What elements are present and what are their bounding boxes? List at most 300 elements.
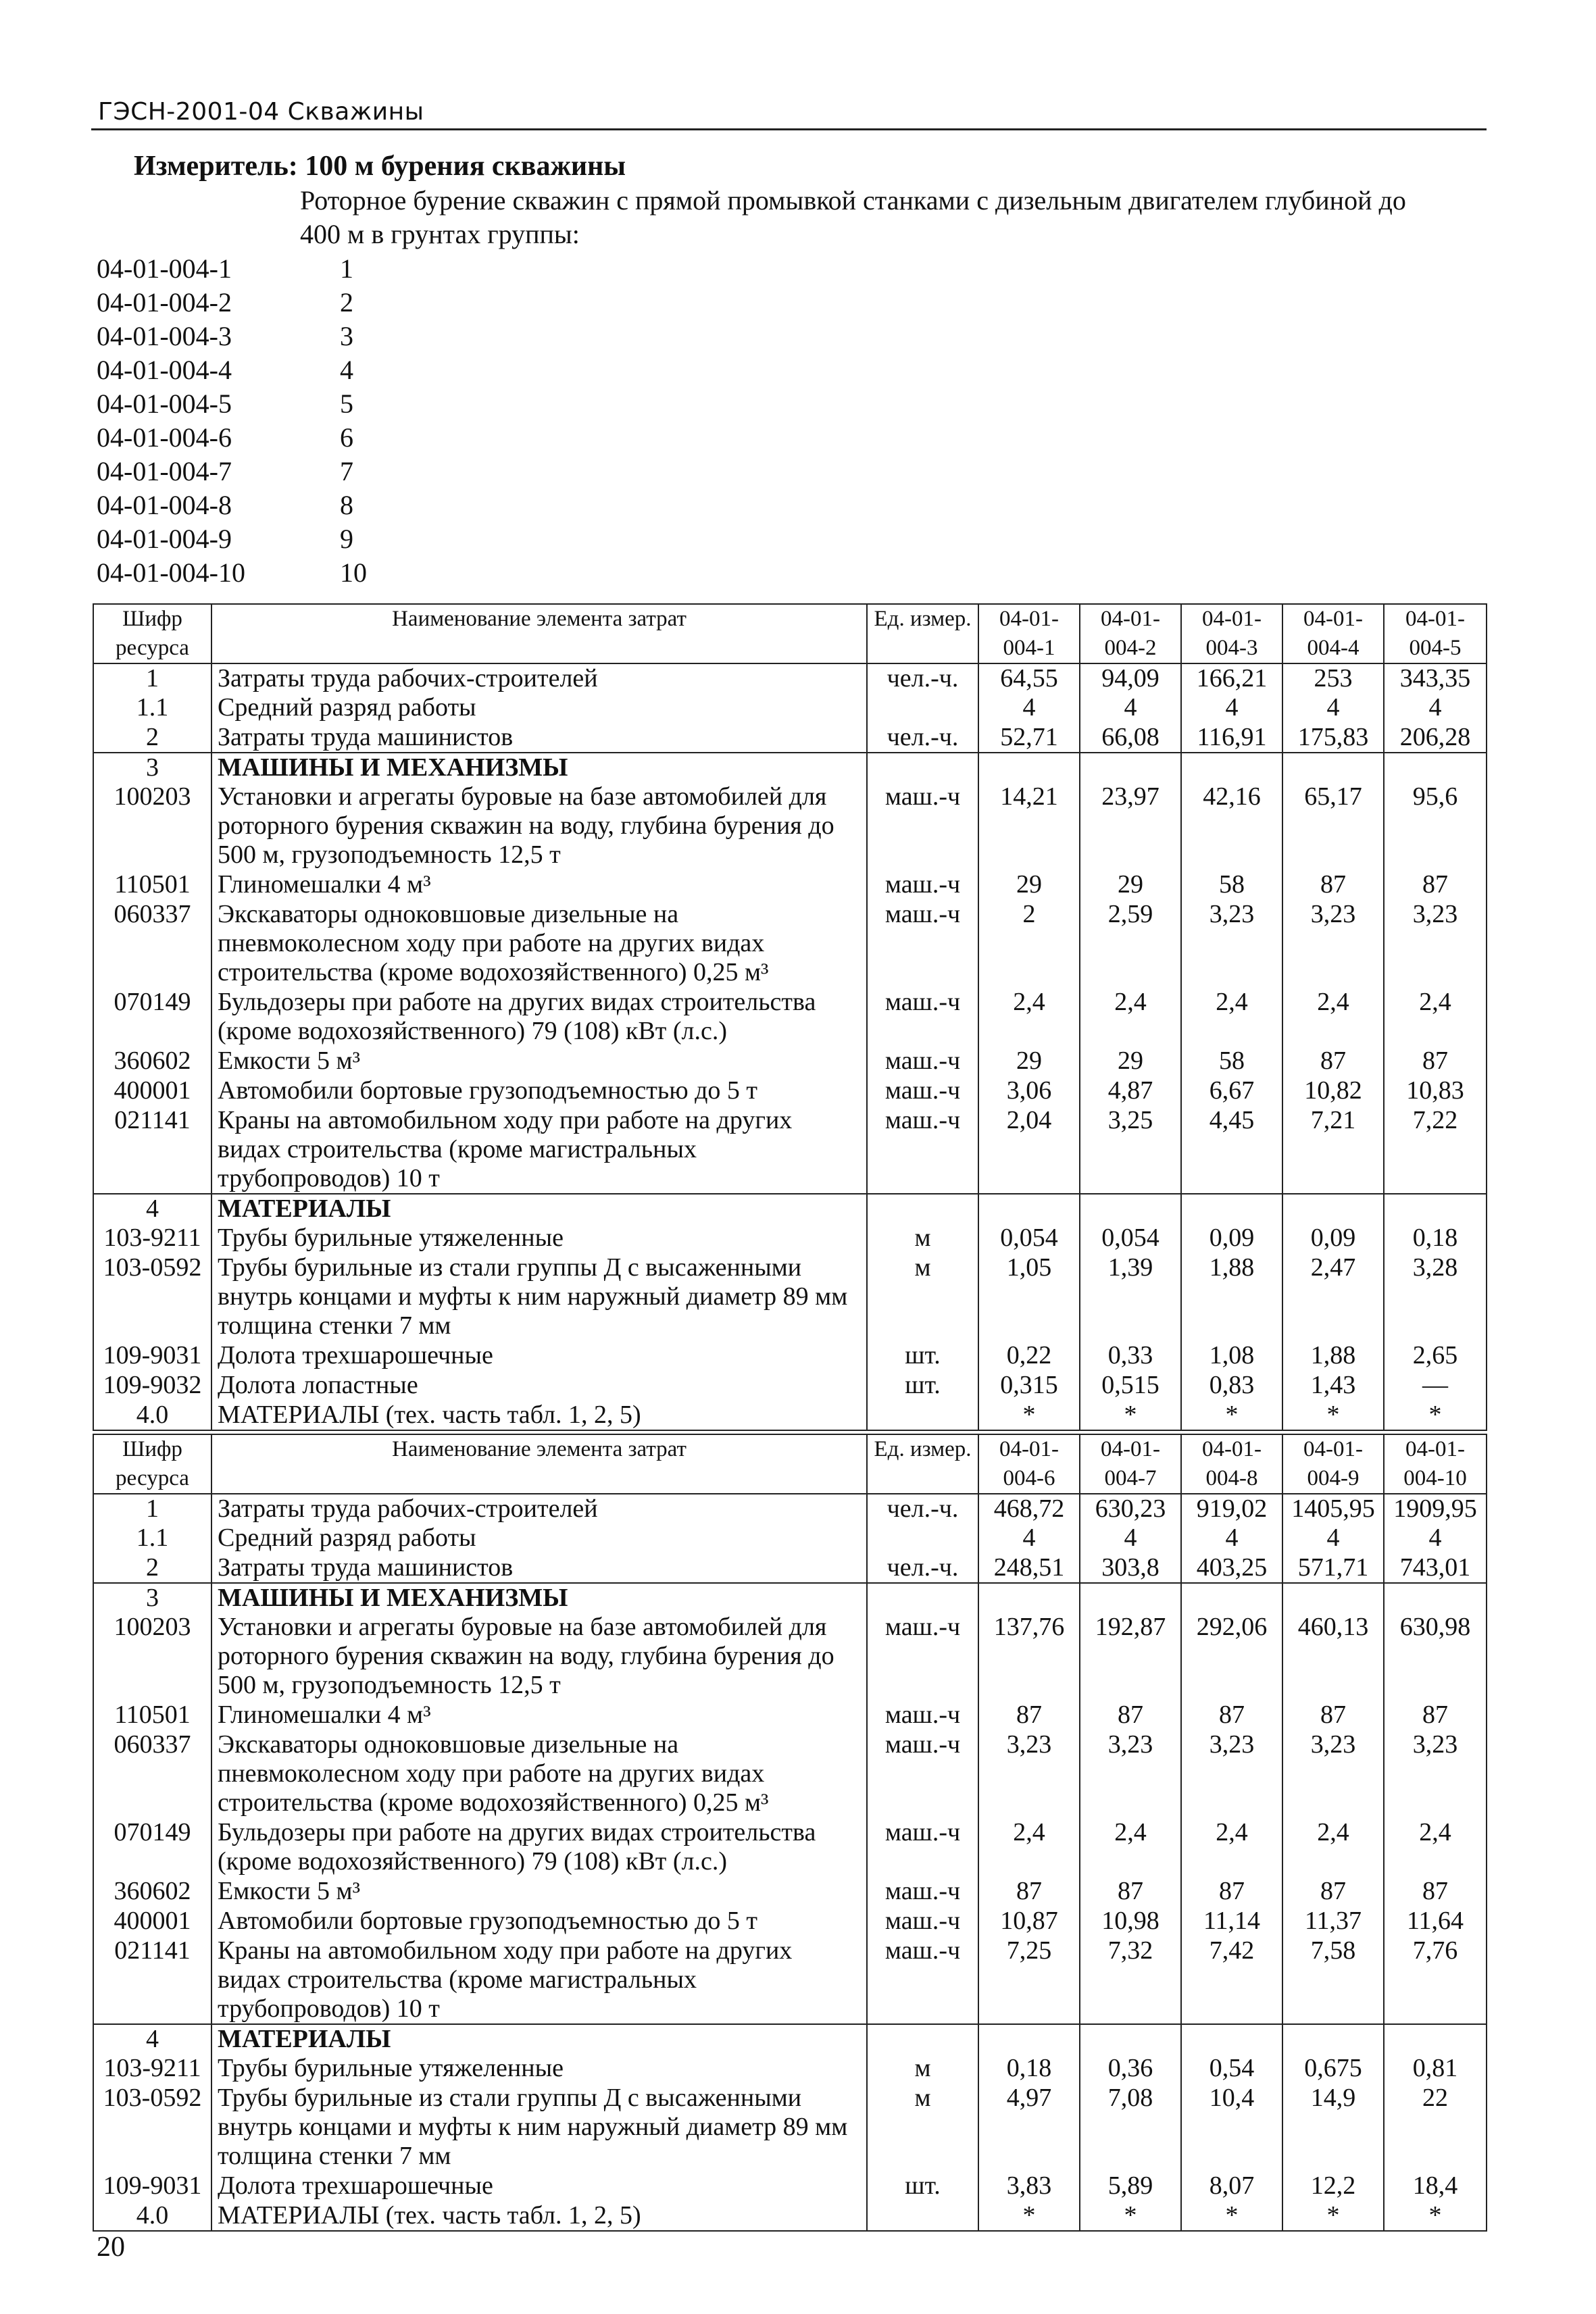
norm-value: 10,82 [1282, 1076, 1384, 1106]
code-list-item [97, 353, 367, 387]
table-header-row [93, 604, 1487, 663]
code-list-item [97, 387, 367, 421]
resource-code: 1 [93, 1494, 211, 1524]
norm-value: * [1384, 1401, 1487, 1430]
unit-of-measure: маш.-ч [867, 1730, 978, 1818]
cost-element-name: МАТЕРИАЛЫ (тех. часть табл. 1, 2, 5) [211, 2201, 867, 2231]
norm-value: 7,32 [1080, 1936, 1181, 2024]
code-list-item [97, 556, 367, 590]
resource-code: 070149 [93, 988, 211, 1047]
unit-of-measure: м [867, 2084, 978, 2171]
norms-table-2 [93, 1434, 1487, 2232]
table-row [93, 1224, 1487, 1253]
norm-value: 7,21 [1282, 1106, 1384, 1194]
norm-value: 2,4 [978, 988, 1080, 1047]
norm-value: 87 [1181, 1877, 1282, 1907]
norm-value: 22 [1384, 2084, 1487, 2171]
resource-code: 2 [93, 723, 211, 753]
norm-value: 1,88 [1181, 1253, 1282, 1341]
page-number: 20 [97, 2232, 125, 2263]
unit-of-measure [867, 1401, 978, 1430]
table-row [93, 900, 1487, 988]
norm-value: 0,675 [1282, 2054, 1384, 2084]
table-row [93, 2084, 1487, 2171]
norm-code: 04-01-004-8 [97, 490, 232, 520]
header-norm-code: 04-01- 004-9 [1282, 1434, 1384, 1494]
norm-value: 4,45 [1181, 1106, 1282, 1194]
norm-value: 2,4 [1181, 988, 1282, 1047]
meter-title: Измеритель: 100 м бурения скважины [134, 151, 626, 182]
norm-value: 2,47 [1282, 1253, 1384, 1341]
resource-code: 400001 [93, 1907, 211, 1936]
resource-code: 070149 [93, 1818, 211, 1877]
unit-of-measure: маш.-ч [867, 870, 978, 900]
cost-element-name: МАШИНЫ И МЕХАНИЗМЫ [211, 1583, 867, 1613]
cost-element-name: Трубы бурильные утяжеленные [211, 2054, 867, 2084]
cost-element-name: Долота трехшарошечные [211, 2171, 867, 2201]
cost-element-name: Глиномешалки 4 м³ [211, 870, 867, 900]
header-norm-code: 04-01- 004-8 [1181, 1434, 1282, 1494]
norm-value: * [1282, 1401, 1384, 1430]
norm-value: 7,58 [1282, 1936, 1384, 2024]
table-row [93, 753, 1487, 782]
cost-element-name: Средний разряд работы [211, 1524, 867, 1553]
cost-element-name: Установки и агрегаты буровые на базе автомобилей для роторного бурения скважин на воду, глубина бурения до 500 м, грузоподъемность 12,5 т [211, 782, 867, 870]
unit-of-measure: чел.-ч. [867, 723, 978, 753]
cost-element-name: Средний разряд работы [211, 693, 867, 723]
norm-value [1384, 753, 1487, 782]
soil-group: 2 [340, 287, 353, 318]
norm-code: 04-01-004-3 [97, 321, 232, 351]
resource-code: 360602 [93, 1047, 211, 1076]
norm-value [1181, 1194, 1282, 1224]
cost-element-name: Долота лопастные [211, 1371, 867, 1401]
norm-value: 0,54 [1181, 2054, 1282, 2084]
norm-value: 206,28 [1384, 723, 1487, 753]
unit-of-measure [867, 693, 978, 723]
cost-element-name: Краны на автомобильном ходу при работе на других видах строительства (кроме магистральных трубопроводов) 10 т [211, 1936, 867, 2024]
table-row [93, 1701, 1487, 1730]
norm-value: 87 [1181, 1701, 1282, 1730]
resource-code: 360602 [93, 1877, 211, 1907]
norm-value [1384, 1194, 1487, 1224]
norm-code: 04-01-004-6 [97, 422, 232, 453]
norm-value: 7,76 [1384, 1936, 1487, 2024]
norm-value: 1,43 [1282, 1371, 1384, 1401]
norm-value: 14,9 [1282, 2084, 1384, 2171]
code-list-item [97, 455, 367, 488]
soil-group: 5 [340, 388, 353, 419]
unit-of-measure: шт. [867, 1341, 978, 1371]
norm-value [1282, 1583, 1384, 1613]
unit-of-measure: маш.-ч [867, 1818, 978, 1877]
table-row [93, 2201, 1487, 2231]
norm-value: 87 [1282, 1701, 1384, 1730]
norm-value: * [978, 1401, 1080, 1430]
norm-code: 04-01-004-10 [97, 557, 245, 588]
norm-value [978, 2024, 1080, 2054]
norm-value: 4 [1282, 1524, 1384, 1553]
code-list-item [97, 522, 367, 556]
norm-value [1080, 1194, 1181, 1224]
norm-value: 7,42 [1181, 1936, 1282, 2024]
norm-value: 4,87 [1080, 1076, 1181, 1106]
norms-table-1 [93, 603, 1487, 1431]
cost-element-name: Экскаваторы одноковшовые дизельные на пневмоколесном ходу при работе на других видах строительства (кроме водохозяйственного) 0,25 м³ [211, 1730, 867, 1818]
resource-code: 4 [93, 2024, 211, 2054]
header-name: Наименование элемента затрат [211, 604, 867, 663]
norm-value: 571,71 [1282, 1553, 1384, 1583]
header-name: Наименование элемента затрат [211, 1434, 867, 1494]
norm-value [1080, 753, 1181, 782]
unit-of-measure [867, 1524, 978, 1553]
header-norm-code: 04-01- 004-7 [1080, 1434, 1181, 1494]
norm-value: 4 [1181, 1524, 1282, 1553]
unit-of-measure: маш.-ч [867, 1936, 978, 2024]
norm-value: 1,08 [1181, 1341, 1282, 1371]
norm-value: 1909,95 [1384, 1494, 1487, 1524]
norm-value: 66,08 [1080, 723, 1181, 753]
running-header [91, 95, 1487, 130]
norm-value: 4 [1384, 693, 1487, 723]
unit-of-measure [867, 753, 978, 782]
soil-group: 1 [340, 253, 353, 284]
norm-value [1384, 2024, 1487, 2054]
norm-code: 04-01-004-5 [97, 388, 232, 419]
table-row [93, 1613, 1487, 1701]
cost-element-name: Автомобили бортовые грузоподъемностью до 5 т [211, 1076, 867, 1106]
table-row [93, 1076, 1487, 1106]
norm-value: 3,23 [1181, 900, 1282, 988]
unit-of-measure [867, 2024, 978, 2054]
norm-value: 0,18 [1384, 1224, 1487, 1253]
norm-value: 0,81 [1384, 2054, 1487, 2084]
code-list-item [97, 252, 367, 286]
table-row [93, 1553, 1487, 1583]
table-row [93, 1907, 1487, 1936]
norm-value [1384, 1583, 1487, 1613]
resource-code: 2 [93, 1553, 211, 1583]
header-norm-code: 04-01- 004-6 [978, 1434, 1080, 1494]
norm-value: 1405,95 [1282, 1494, 1384, 1524]
table-row [93, 663, 1487, 693]
norm-value: 0,515 [1080, 1371, 1181, 1401]
norm-value: 11,64 [1384, 1907, 1487, 1936]
norm-value: 4,97 [978, 2084, 1080, 2171]
norm-value: 4 [1384, 1524, 1487, 1553]
cost-element-name: Долота трехшарошечные [211, 1341, 867, 1371]
resource-code: 4 [93, 1194, 211, 1224]
norm-value: 10,98 [1080, 1907, 1181, 1936]
norm-value: 3,23 [1282, 1730, 1384, 1818]
cost-element-name: Установки и агрегаты буровые на базе автомобилей для роторного бурения скважин на воду, глубина бурения до 500 м, грузоподъемность 12,5 т [211, 1613, 867, 1701]
norm-value: * [1181, 1401, 1282, 1430]
norm-value: * [1181, 2201, 1282, 2231]
norm-value: 5,89 [1080, 2171, 1181, 2201]
norm-value: 10,87 [978, 1907, 1080, 1936]
norm-value: 87 [1384, 1047, 1487, 1076]
norm-value: 10,83 [1384, 1076, 1487, 1106]
norm-value: 2,4 [978, 1818, 1080, 1877]
norm-value: 7,22 [1384, 1106, 1487, 1194]
norm-value: 3,28 [1384, 1253, 1487, 1341]
norm-value: 23,97 [1080, 782, 1181, 870]
norm-value: 2,4 [1080, 988, 1181, 1047]
norm-value: 3,23 [1080, 1730, 1181, 1818]
table-row [93, 1524, 1487, 1553]
norm-value: 10,4 [1181, 2084, 1282, 2171]
norm-value: 468,72 [978, 1494, 1080, 1524]
norm-value [1282, 2024, 1384, 2054]
table-row [93, 1341, 1487, 1371]
cost-element-name: Затраты труда машинистов [211, 1553, 867, 1583]
norm-value: 29 [1080, 870, 1181, 900]
norm-value: 0,33 [1080, 1341, 1181, 1371]
norm-value [1282, 1194, 1384, 1224]
norm-value: 58 [1181, 870, 1282, 900]
cost-element-name: Трубы бурильные из стали группы Д с высаженными внутрь концами и муфты к ним наружный диаметр 89 мм толщина стенки 7 мм [211, 1253, 867, 1341]
table-row [93, 1877, 1487, 1907]
soil-group: 4 [340, 355, 353, 385]
norm-value: 2,4 [1181, 1818, 1282, 1877]
cost-element-name: Экскаваторы одноковшовые дизельные на пневмоколесном ходу при работе на других видах строительства (кроме водохозяйственного) 0,25 м³ [211, 900, 867, 988]
soil-group: 3 [340, 321, 353, 351]
norm-value: 2 [978, 900, 1080, 988]
norm-value: 253 [1282, 663, 1384, 693]
norm-value: 2,4 [1080, 1818, 1181, 1877]
resource-code: 060337 [93, 1730, 211, 1818]
cost-element-name: Глиномешалки 4 м³ [211, 1701, 867, 1730]
cost-element-name: Затраты труда машинистов [211, 723, 867, 753]
unit-of-measure: маш.-ч [867, 988, 978, 1047]
norm-value: 87 [1080, 1877, 1181, 1907]
table-row [93, 1106, 1487, 1194]
norm-value: * [1384, 2201, 1487, 2231]
work-description: Роторное бурение скважин с прямой промывкой станками с дизельным двигателем глубиной до 400 м в грунтах группы: [300, 185, 1406, 249]
norm-value: 248,51 [978, 1553, 1080, 1583]
table-row [93, 782, 1487, 870]
norm-value: * [1080, 2201, 1181, 2231]
resource-code: 103-0592 [93, 2084, 211, 2171]
table-row [93, 1730, 1487, 1818]
cost-element-name: Затраты труда рабочих-строителей [211, 663, 867, 693]
cost-element-name: Краны на автомобильном ходу при работе на других видах строительства (кроме магистральных трубопроводов) 10 т [211, 1106, 867, 1194]
resource-code: 109-9032 [93, 1371, 211, 1401]
soil-group: 10 [340, 557, 367, 588]
norm-value: 4 [1282, 693, 1384, 723]
norm-code: 04-01-004-4 [97, 355, 232, 385]
norm-value: 4 [1181, 693, 1282, 723]
norm-value: 192,87 [1080, 1613, 1181, 1701]
resource-code: 021141 [93, 1936, 211, 2024]
cost-element-name: Автомобили бортовые грузоподъемностью до 5 т [211, 1907, 867, 1936]
cost-element-name: Бульдозеры при работе на других видах строительства (кроме водохозяйственного) 79 (108) кВт (л.с.) [211, 988, 867, 1047]
norm-value: * [1080, 1401, 1181, 1430]
norm-value [1080, 2024, 1181, 2054]
norm-value: 0,22 [978, 1341, 1080, 1371]
cost-element-name: МАТЕРИАЛЫ (тех. часть табл. 1, 2, 5) [211, 1401, 867, 1430]
norm-value: 0,83 [1181, 1371, 1282, 1401]
unit-of-measure: маш.-ч [867, 1106, 978, 1194]
norm-value: 2,4 [1282, 988, 1384, 1047]
norm-code: 04-01-004-9 [97, 524, 232, 554]
header-norm-code: 04-01- 004-1 [978, 604, 1080, 663]
unit-of-measure: маш.-ч [867, 1047, 978, 1076]
norm-value: 7,25 [978, 1936, 1080, 2024]
resource-code: 109-9031 [93, 2171, 211, 2201]
norm-value [978, 1194, 1080, 1224]
norm-value: 87 [1384, 870, 1487, 900]
norm-value: 166,21 [1181, 663, 1282, 693]
unit-of-measure: маш.-ч [867, 1907, 978, 1936]
norm-value: 3,23 [1384, 1730, 1487, 1818]
norm-value: 8,07 [1181, 2171, 1282, 2201]
norm-value: 12,2 [1282, 2171, 1384, 2201]
norm-value: 3,23 [1282, 900, 1384, 988]
norm-value: 29 [978, 1047, 1080, 1076]
resource-code: 100203 [93, 782, 211, 870]
code-list-item [97, 421, 367, 455]
norm-value: 460,13 [1282, 1613, 1384, 1701]
table-row [93, 1583, 1487, 1613]
resource-code: 1.1 [93, 1524, 211, 1553]
norm-value: 52,71 [978, 723, 1080, 753]
norm-value: — [1384, 1371, 1487, 1401]
norm-value: 87 [1282, 1877, 1384, 1907]
norm-value: 2,4 [1282, 1818, 1384, 1877]
norm-value [1282, 753, 1384, 782]
norm-value: 87 [978, 1877, 1080, 1907]
code-list-item [97, 286, 367, 320]
norm-value: 0,09 [1181, 1224, 1282, 1253]
norm-value [978, 1583, 1080, 1613]
norm-value: 3,23 [1181, 1730, 1282, 1818]
header-code: Шифр ресурса [93, 604, 211, 663]
norm-value: 403,25 [1181, 1553, 1282, 1583]
resource-code: 110501 [93, 1701, 211, 1730]
resource-code: 4.0 [93, 1401, 211, 1430]
resource-code: 3 [93, 753, 211, 782]
norm-value: 4 [1080, 693, 1181, 723]
norm-value: 95,6 [1384, 782, 1487, 870]
header-norm-code: 04-01- 004-10 [1384, 1434, 1487, 1494]
norm-value: 4 [1080, 1524, 1181, 1553]
unit-of-measure: чел.-ч. [867, 663, 978, 693]
norm-value: 292,06 [1181, 1613, 1282, 1701]
cost-element-name: МАТЕРИАЛЫ [211, 1194, 867, 1224]
norm-value: 29 [1080, 1047, 1181, 1076]
resource-code: 100203 [93, 1613, 211, 1701]
norm-value: 116,91 [1181, 723, 1282, 753]
header-unit: Ед. измер. [867, 604, 978, 663]
norm-value: 11,37 [1282, 1907, 1384, 1936]
norm-value: 3,23 [978, 1730, 1080, 1818]
norm-value: 2,4 [1384, 988, 1487, 1047]
unit-of-measure: шт. [867, 1371, 978, 1401]
norm-value: 3,06 [978, 1076, 1080, 1106]
resource-code: 1 [93, 663, 211, 693]
header-title: ГЭСН-2001-04 Скважины [98, 98, 424, 126]
resource-code: 110501 [93, 870, 211, 900]
table-row [93, 2171, 1487, 2201]
norm-value [1080, 1583, 1181, 1613]
resource-code: 060337 [93, 900, 211, 988]
norm-value: 137,76 [978, 1613, 1080, 1701]
norm-value: 2,4 [1384, 1818, 1487, 1877]
unit-of-measure [867, 1194, 978, 1224]
norm-value: * [978, 2201, 1080, 2231]
cost-element-name: МАШИНЫ И МЕХАНИЗМЫ [211, 753, 867, 782]
table-row [93, 1494, 1487, 1524]
norm-value [978, 753, 1080, 782]
unit-of-measure: чел.-ч. [867, 1494, 978, 1524]
norm-value: 3,83 [978, 2171, 1080, 2201]
resource-code: 3 [93, 1583, 211, 1613]
norm-value: 6,67 [1181, 1076, 1282, 1106]
cost-element-name: Емкости 5 м³ [211, 1047, 867, 1076]
table-header-row [93, 1434, 1487, 1494]
table-row [93, 988, 1487, 1047]
norm-value: 0,315 [978, 1371, 1080, 1401]
norm-value: 94,09 [1080, 663, 1181, 693]
norm-value: 11,14 [1181, 1907, 1282, 1936]
norm-value: 87 [1080, 1701, 1181, 1730]
header-unit: Ед. измер. [867, 1434, 978, 1494]
table-row [93, 1371, 1487, 1401]
norm-code: 04-01-004-2 [97, 287, 232, 318]
norm-value: 29 [978, 870, 1080, 900]
norm-value: 14,21 [978, 782, 1080, 870]
table-row [93, 2024, 1487, 2054]
header-norm-code: 04-01- 004-4 [1282, 604, 1384, 663]
norm-value: 0,18 [978, 2054, 1080, 2084]
norm-value: 1,88 [1282, 1341, 1384, 1371]
unit-of-measure: маш.-ч [867, 782, 978, 870]
norm-value [1181, 2024, 1282, 2054]
resource-code: 4.0 [93, 2201, 211, 2231]
header-norm-code: 04-01- 004-5 [1384, 604, 1487, 663]
table-row [93, 1253, 1487, 1341]
norm-value: 18,4 [1384, 2171, 1487, 2201]
norm-value: 630,98 [1384, 1613, 1487, 1701]
norm-value [1181, 1583, 1282, 1613]
norm-value: 4 [978, 693, 1080, 723]
unit-of-measure: маш.-ч [867, 1076, 978, 1106]
norm-value: 343,35 [1384, 663, 1487, 693]
soil-group: 9 [340, 524, 353, 554]
unit-of-measure [867, 1583, 978, 1613]
unit-of-measure [867, 2201, 978, 2231]
norm-value: 2,65 [1384, 1341, 1487, 1371]
resource-code: 109-9031 [93, 1341, 211, 1371]
norm-value: 2,04 [978, 1106, 1080, 1194]
unit-of-measure: маш.-ч [867, 1701, 978, 1730]
norm-value: 42,16 [1181, 782, 1282, 870]
header-norm-code: 04-01- 004-3 [1181, 604, 1282, 663]
norm-value: 1,39 [1080, 1253, 1181, 1341]
norm-value: 0,054 [978, 1224, 1080, 1253]
table-row [93, 870, 1487, 900]
norm-value: 87 [1384, 1701, 1487, 1730]
cost-element-name: Емкости 5 м³ [211, 1877, 867, 1907]
resource-code: 021141 [93, 1106, 211, 1194]
unit-of-measure: м [867, 2054, 978, 2084]
norm-value: 64,55 [978, 663, 1080, 693]
table-row [93, 1194, 1487, 1224]
norm-value: 1,05 [978, 1253, 1080, 1341]
norm-value: 87 [978, 1701, 1080, 1730]
cost-element-name: МАТЕРИАЛЫ [211, 2024, 867, 2054]
